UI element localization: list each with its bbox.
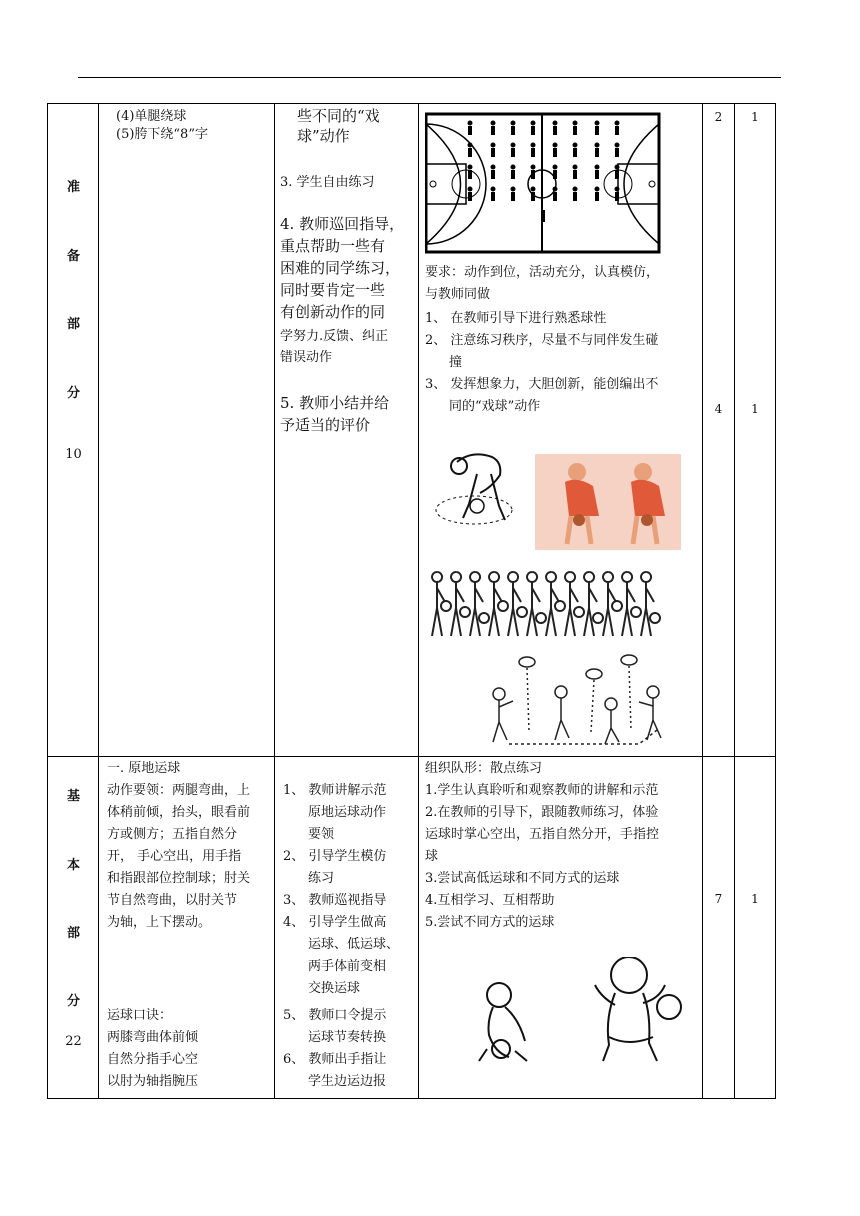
player-figure bbox=[553, 126, 557, 135]
requirement-line: 撞 bbox=[449, 355, 463, 370]
section-char: 部 bbox=[66, 317, 80, 332]
player-figure bbox=[491, 148, 495, 157]
organization-line: 2.在教师的引导下，跟随教师练习，体验 bbox=[425, 805, 659, 820]
prep-organization-cell bbox=[419, 104, 703, 757]
method-line: 1、 教师讲解示范 bbox=[283, 783, 387, 798]
player-figure bbox=[531, 192, 535, 201]
ball-circling-sketch bbox=[429, 444, 519, 534]
player-figure bbox=[595, 170, 599, 179]
ball bbox=[536, 613, 546, 623]
player-figure bbox=[615, 121, 620, 126]
ball bbox=[631, 607, 641, 617]
content-line: 动作要领：两腿弯曲，上 bbox=[107, 783, 251, 798]
player-figure bbox=[553, 192, 557, 201]
player-figure bbox=[553, 187, 558, 192]
dribbler-figure bbox=[451, 572, 464, 636]
player-figure bbox=[553, 170, 557, 179]
player-figure bbox=[491, 170, 495, 179]
player-figure bbox=[531, 148, 535, 157]
player-figure bbox=[615, 192, 619, 201]
prep-count-cell bbox=[735, 104, 776, 757]
player-figure bbox=[595, 187, 600, 192]
time-value: 2 bbox=[714, 110, 723, 124]
player-figure bbox=[468, 165, 473, 170]
method-line: 3. 学生自由练习 bbox=[280, 175, 375, 190]
content-line: 运球口诀： bbox=[107, 1008, 173, 1023]
player-figure bbox=[511, 121, 516, 126]
ball bbox=[441, 601, 451, 611]
dribbler-figure bbox=[641, 572, 654, 636]
method-line: 6、 教师出手指让 bbox=[283, 1052, 387, 1067]
basic-content-cell bbox=[99, 757, 275, 1099]
dribbler-figure bbox=[527, 572, 540, 636]
player-figure bbox=[511, 170, 515, 179]
dribbling-figures-row bbox=[427, 564, 667, 642]
player-figure bbox=[468, 170, 472, 179]
player-figure bbox=[468, 187, 473, 192]
method-line: 困难的同学练习， bbox=[280, 259, 401, 277]
dribbler-figure bbox=[584, 572, 597, 636]
content-line: 以肘为轴指腕压 bbox=[107, 1074, 199, 1089]
ball bbox=[517, 607, 527, 617]
section-char: 分 bbox=[66, 994, 80, 1009]
method-line: 有创新动作的同 bbox=[280, 303, 386, 321]
content-line: 节自然弯曲，以肘关节 bbox=[107, 893, 238, 908]
count-value: 1 bbox=[751, 402, 759, 416]
method-line: 学生边运边报 bbox=[308, 1074, 387, 1089]
player-figure bbox=[553, 148, 557, 157]
requirement-line: 与教师同做 bbox=[425, 287, 491, 302]
basic-method-cell bbox=[275, 757, 419, 1099]
basic-organization-cell bbox=[419, 757, 703, 1099]
children-bouncing-balls bbox=[479, 652, 669, 752]
player-figure bbox=[615, 126, 619, 135]
method-line: 予适当的评价 bbox=[280, 416, 371, 434]
player-figure bbox=[573, 187, 578, 192]
method-line: 4. 教师巡回指导， bbox=[280, 215, 405, 233]
player-figure bbox=[511, 143, 516, 148]
player-figure bbox=[595, 165, 600, 170]
player-figure bbox=[531, 143, 536, 148]
player-figure bbox=[468, 121, 473, 126]
prep-section-label bbox=[48, 104, 99, 757]
section-char: 本 bbox=[66, 858, 80, 873]
player-figure bbox=[531, 187, 536, 192]
ball-circling-color bbox=[535, 454, 681, 550]
organization-line: 球 bbox=[425, 849, 439, 864]
method-line: 练习 bbox=[308, 871, 335, 886]
children-dribbling bbox=[459, 957, 699, 1067]
content-line: 两膝弯曲体前倾 bbox=[107, 1030, 199, 1045]
dribbler-figure bbox=[622, 572, 635, 636]
method-line: 4、 引导学生做高 bbox=[283, 915, 387, 930]
content-line: 体稍前倾，抬头，眼看前 bbox=[107, 805, 251, 820]
organization-line: 3.尝试高低运球和不同方式的运球 bbox=[425, 871, 620, 886]
basic-section-label bbox=[48, 757, 99, 1099]
player-figure bbox=[491, 192, 495, 201]
section-char: 分 bbox=[66, 386, 80, 401]
basic-row bbox=[48, 757, 776, 1099]
dribbler-figure bbox=[565, 572, 578, 636]
player-figure bbox=[615, 148, 619, 157]
prep-time-cell bbox=[703, 104, 735, 757]
method-line: 5、 教师口令提示 bbox=[283, 1008, 387, 1023]
ball bbox=[460, 607, 470, 617]
ball bbox=[479, 613, 489, 623]
method-line: 3、 教师巡视指导 bbox=[283, 893, 387, 908]
teacher-figure bbox=[541, 210, 545, 222]
content-line: (4)单腿绕球 bbox=[116, 109, 187, 124]
dribbler-figure bbox=[432, 572, 445, 636]
player-figure bbox=[573, 143, 578, 148]
player-figure bbox=[595, 192, 599, 201]
method-line: 学努力.反馈、纠正 bbox=[280, 329, 389, 344]
ball bbox=[593, 613, 603, 623]
player-figure bbox=[595, 126, 599, 135]
method-line: 原地运球动作 bbox=[308, 805, 387, 820]
method-line: 要领 bbox=[308, 827, 335, 842]
ball bbox=[498, 601, 508, 611]
player-figure bbox=[468, 126, 472, 135]
requirement-line: 1、 在教师引导下进行熟悉球性 bbox=[425, 311, 607, 326]
method-line: 5. 教师小结并给 bbox=[280, 394, 390, 412]
organization-line: 组织队形：散点练习 bbox=[425, 761, 543, 776]
method-line: 错误动作 bbox=[280, 350, 333, 365]
prep-row bbox=[48, 104, 776, 757]
player-figure bbox=[491, 187, 496, 192]
prep-content-cell bbox=[99, 104, 275, 757]
requirement-line: 同的“戏球”动作 bbox=[449, 399, 541, 414]
player-figure bbox=[573, 165, 578, 170]
section-minutes: 22 bbox=[65, 1034, 82, 1049]
player-figure bbox=[468, 148, 472, 157]
time-value: 4 bbox=[714, 402, 723, 416]
content-line: 自然分指手心空 bbox=[107, 1052, 199, 1067]
section-char: 部 bbox=[66, 926, 80, 941]
player-figure bbox=[511, 148, 515, 157]
player-figure bbox=[491, 165, 496, 170]
player-figure bbox=[615, 143, 620, 148]
basic-time-cell bbox=[703, 757, 735, 1099]
count-value: 1 bbox=[751, 110, 759, 124]
organization-line: 4.互相学习、互相帮助 bbox=[425, 893, 555, 908]
basic-count-cell bbox=[735, 757, 776, 1099]
player-figure bbox=[573, 170, 577, 179]
player-figure bbox=[491, 143, 496, 148]
requirement-line: 要求：动作到位，活动充分，认真模仿， bbox=[425, 265, 660, 280]
player-figure bbox=[615, 165, 620, 170]
time-value: 7 bbox=[714, 892, 723, 906]
prep-method-cell bbox=[275, 104, 419, 757]
organization-line: 1.学生认真聆听和观察教师的讲解和示范 bbox=[425, 783, 659, 798]
player-figure bbox=[595, 148, 599, 157]
organization-line: 运球时掌心空出，五指自然分开，手指控 bbox=[425, 827, 660, 842]
dribbler-figure bbox=[546, 572, 559, 636]
player-figure bbox=[531, 121, 536, 126]
requirement-line: 2、 注意练习秩序，尽量不与同伴发生碰 bbox=[425, 333, 659, 348]
dribbler-figure bbox=[489, 572, 502, 636]
player-figure bbox=[511, 187, 516, 192]
method-line: 重点帮助一些有 bbox=[280, 237, 386, 255]
player-figure bbox=[595, 143, 600, 148]
player-figure bbox=[491, 126, 495, 135]
content-line: 一. 原地运球 bbox=[107, 761, 181, 776]
section-char: 备 bbox=[66, 249, 80, 264]
player-figure bbox=[573, 126, 577, 135]
player-figure bbox=[553, 121, 558, 126]
method-line: 运球、低运球、 bbox=[308, 937, 400, 952]
player-figure bbox=[468, 192, 472, 201]
basketball-court-formation bbox=[425, 112, 661, 256]
dribbler-figure bbox=[508, 572, 521, 636]
player-figure bbox=[511, 165, 516, 170]
player-figure bbox=[468, 143, 473, 148]
player-figure bbox=[531, 126, 535, 135]
player-figure bbox=[531, 170, 535, 179]
player-figure bbox=[511, 192, 515, 201]
player-figure bbox=[511, 126, 515, 135]
method-line: 两手体前变相 bbox=[308, 959, 387, 974]
section-char: 准 bbox=[66, 180, 80, 195]
lesson-plan-table bbox=[47, 103, 776, 1099]
dribbler-figure bbox=[470, 572, 483, 636]
player-figure bbox=[553, 143, 558, 148]
method-line: 运球节奏转换 bbox=[308, 1030, 387, 1045]
content-line: 为轴，上下摆动。 bbox=[107, 915, 212, 930]
content-line: (5)胯下绕“8”字 bbox=[116, 127, 208, 142]
method-line: 交换运球 bbox=[308, 981, 361, 996]
player-figure bbox=[573, 192, 577, 201]
ball bbox=[612, 601, 622, 611]
header-rule bbox=[78, 77, 781, 78]
dribbler-figure bbox=[603, 572, 616, 636]
content-line: 方或侧方；五指自然分 bbox=[107, 827, 238, 842]
player-figure bbox=[573, 148, 577, 157]
player-figure bbox=[573, 121, 578, 126]
player-figure bbox=[595, 121, 600, 126]
method-line: 球”动作 bbox=[297, 127, 350, 145]
organization-line: 5.尝试不同方式的运球 bbox=[425, 915, 555, 930]
ball bbox=[650, 613, 660, 623]
method-line: 些不同的“戏 bbox=[297, 107, 380, 125]
content-line: 和指跟部位控制球；肘关 bbox=[107, 871, 251, 886]
player-figure bbox=[615, 187, 620, 192]
player-figure bbox=[531, 165, 536, 170]
method-line: 2、 引导学生模仿 bbox=[283, 849, 387, 864]
ball bbox=[555, 601, 565, 611]
player-figure bbox=[615, 170, 619, 179]
ball bbox=[574, 607, 584, 617]
method-line: 同时要肯定一些 bbox=[280, 281, 386, 299]
content-line: 开， 手心空出，用手指 bbox=[107, 849, 242, 864]
requirement-line: 3、 发挥想象力，大胆创新，能创编出不 bbox=[425, 377, 659, 392]
section-minutes: 10 bbox=[65, 447, 82, 462]
player-figure bbox=[553, 165, 558, 170]
player-figure bbox=[491, 121, 496, 126]
count-value: 1 bbox=[751, 892, 759, 906]
section-char: 基 bbox=[66, 789, 80, 804]
